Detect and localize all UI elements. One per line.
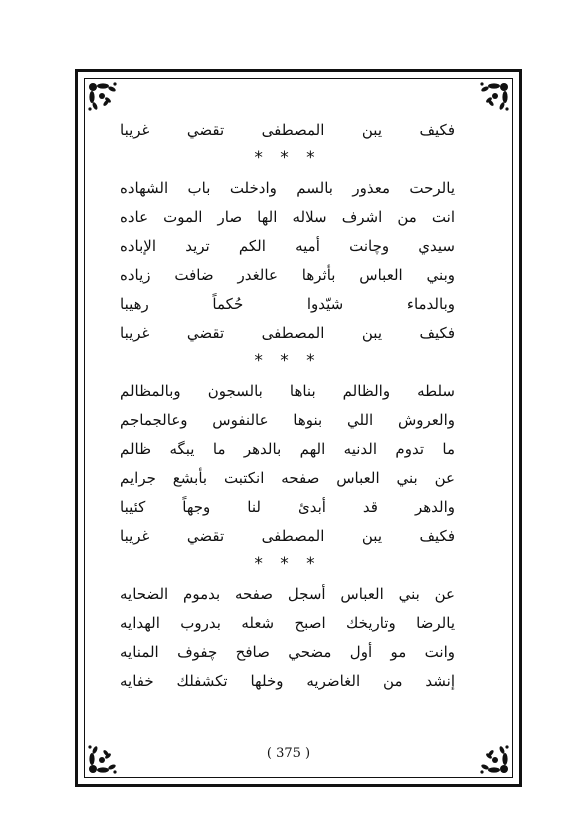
- poem-line: ما تدوم الدنيه الهم بالدهر ما يبگه ظالم: [120, 440, 455, 458]
- poem-line: يالرضا وتاريخك اصبح شعله بدروب الهدايه: [120, 614, 455, 632]
- page-number: ( 375 ): [266, 746, 311, 761]
- poem-line: والعروش اللي بنوها عالنفوس وعالجماجم: [120, 411, 455, 429]
- poem-line: انت من اشرف سلاله الها صار الموت عاده: [120, 208, 455, 226]
- poem-line: عن بني العباس أسجل صفحه بدموم الضحايه: [120, 585, 455, 603]
- poem-line: فكيف يبن المصطفى تقضي غريبا: [120, 324, 455, 342]
- poem-line: عن بني العباس صفحه انكتبت بأبشع جرايم: [120, 469, 455, 487]
- poem-line: وبالدماء شيّدوا حُكماً رهيبا: [120, 295, 455, 313]
- stanza-separator: * * *: [254, 554, 321, 574]
- poem-line: وبني العباس بأثرها عالغدر ضافت زياده: [120, 266, 455, 284]
- stanza-separator: * * *: [254, 351, 321, 371]
- poem-body: [120, 116, 455, 696]
- poem-line: فكيف يبن المصطفى تقضي غريبا: [120, 527, 455, 545]
- poem-line: وانت مو أول مضحي صافح چفوف المنايه: [120, 643, 455, 661]
- poem-line: يالرحت معذور بالسم وادخلت باب الشهاده: [120, 179, 455, 197]
- poem-line: فكيف يبن المصطفى تقضي غريبا: [120, 121, 455, 139]
- poem-line: سيدي وچانت أميه الكم تريد الإباده: [120, 237, 455, 255]
- stanza-separator: * * *: [254, 148, 321, 168]
- poem-line: سلطه والظالم بناها بالسجون وبالمظالم: [120, 382, 455, 400]
- poem-line: إنشد من الغاضريه وخلها تكشفلك خفايه: [120, 672, 455, 690]
- poem-line: والدهر قد أبدئ لنا وجهاً كئيبا: [120, 498, 455, 516]
- floral-corner-icon: [86, 80, 122, 116]
- floral-corner-icon: [475, 80, 511, 116]
